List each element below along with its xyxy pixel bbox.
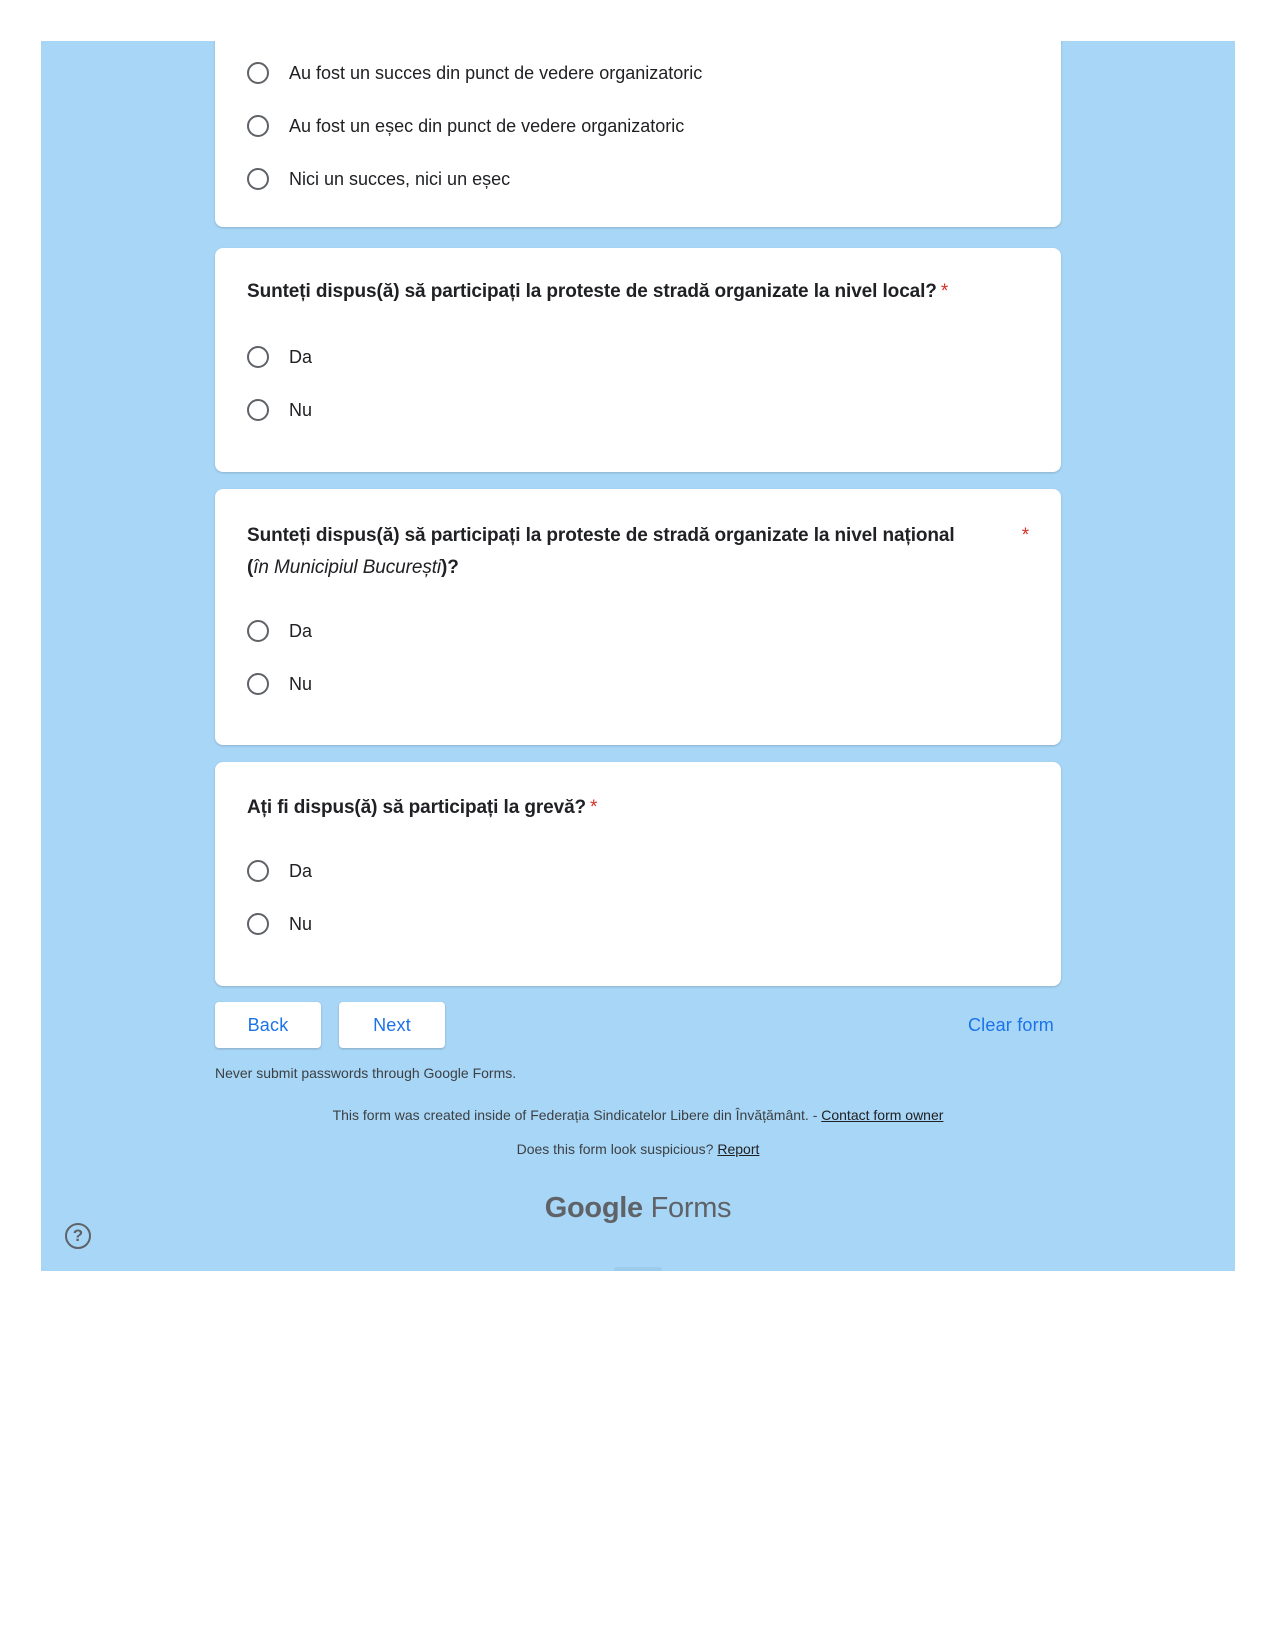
- option-da[interactable]: [247, 855, 312, 887]
- scroll-indicator: [614, 1267, 662, 1271]
- question-card-strike: [215, 762, 1061, 986]
- next-button[interactable]: Next: [339, 1002, 445, 1048]
- question-text: Ați fi dispus(ă) să participați la grevă?: [247, 797, 587, 818]
- option-label: Da: [289, 860, 313, 881]
- form-viewport: [41, 41, 1235, 1271]
- question-title: [247, 792, 1029, 824]
- option-nu[interactable]: [247, 668, 312, 700]
- option-success[interactable]: [247, 57, 702, 89]
- clear-form-button[interactable]: Clear form: [967, 1014, 1054, 1035]
- contact-form-owner-link[interactable]: Contact form owner: [821, 1107, 944, 1123]
- brand-forms: Forms: [650, 1192, 732, 1224]
- option-nu[interactable]: [247, 908, 312, 940]
- created-by-line: [41, 1107, 1235, 1123]
- question-text: Sunteți dispus(ă) să participați la proteste de stradă organizate la nivel local?: [247, 281, 937, 302]
- option-label: Nici un succes, nici un eșec: [289, 168, 511, 189]
- option-label: Da: [289, 346, 313, 367]
- option-label: Au fost un eșec din punct de vedere organizatoric: [289, 115, 685, 136]
- radio-unchecked-icon[interactable]: [247, 168, 269, 190]
- option-label: Nu: [289, 673, 313, 694]
- option-da[interactable]: [247, 341, 312, 373]
- question-text-close: )?: [441, 557, 459, 578]
- question-text-italic: în Municipiul București: [253, 557, 442, 578]
- option-neither[interactable]: [247, 163, 510, 195]
- required-asterisk: *: [1021, 525, 1029, 546]
- radio-unchecked-icon[interactable]: [247, 673, 269, 695]
- radio-unchecked-icon[interactable]: [247, 399, 269, 421]
- required-asterisk: *: [590, 797, 598, 818]
- google-forms-logo[interactable]: [41, 1192, 1235, 1225]
- radio-unchecked-icon[interactable]: [247, 346, 269, 368]
- question-line-1: [247, 520, 1029, 552]
- radio-unchecked-icon[interactable]: [247, 913, 269, 935]
- question-card-organizational: [215, 41, 1061, 227]
- option-label: Au fost un succes din punct de vedere organizatoric: [289, 62, 703, 83]
- option-label: Nu: [289, 913, 313, 934]
- radio-unchecked-icon[interactable]: [247, 620, 269, 642]
- option-label: Da: [289, 620, 313, 641]
- radio-unchecked-icon[interactable]: [247, 115, 269, 137]
- radio-unchecked-icon[interactable]: [247, 860, 269, 882]
- question-title: [247, 520, 1029, 584]
- question-line-2: [247, 552, 1029, 584]
- radio-unchecked-icon[interactable]: [247, 62, 269, 84]
- question-card-local-protests: [215, 248, 1061, 472]
- option-da[interactable]: [247, 615, 312, 647]
- help-circle-icon[interactable]: [65, 1223, 91, 1249]
- suspicious-text: Does this form look suspicious?: [516, 1141, 714, 1157]
- required-asterisk: *: [940, 281, 949, 302]
- question-card-national-protests: [215, 489, 1061, 745]
- question-text-open: (: [247, 557, 254, 578]
- option-nu[interactable]: [247, 394, 312, 426]
- option-failure[interactable]: [247, 110, 684, 142]
- brand-google: Google: [544, 1192, 643, 1224]
- question-title: [247, 276, 1029, 308]
- report-link[interactable]: Report: [717, 1141, 760, 1157]
- back-button[interactable]: Back: [215, 1002, 321, 1048]
- password-warning: Never submit passwords through Google Forms.: [215, 1065, 517, 1081]
- question-text: Sunteți dispus(ă) să participați la proteste de stradă organizate la nivel național: [247, 525, 955, 546]
- help-glyph: ?: [72, 1226, 84, 1245]
- suspicious-line: [41, 1141, 1235, 1157]
- created-by-text: This form was created inside of Federația Sindicatelor Libere din Învățământ. -: [332, 1107, 818, 1123]
- option-label: Nu: [289, 399, 313, 420]
